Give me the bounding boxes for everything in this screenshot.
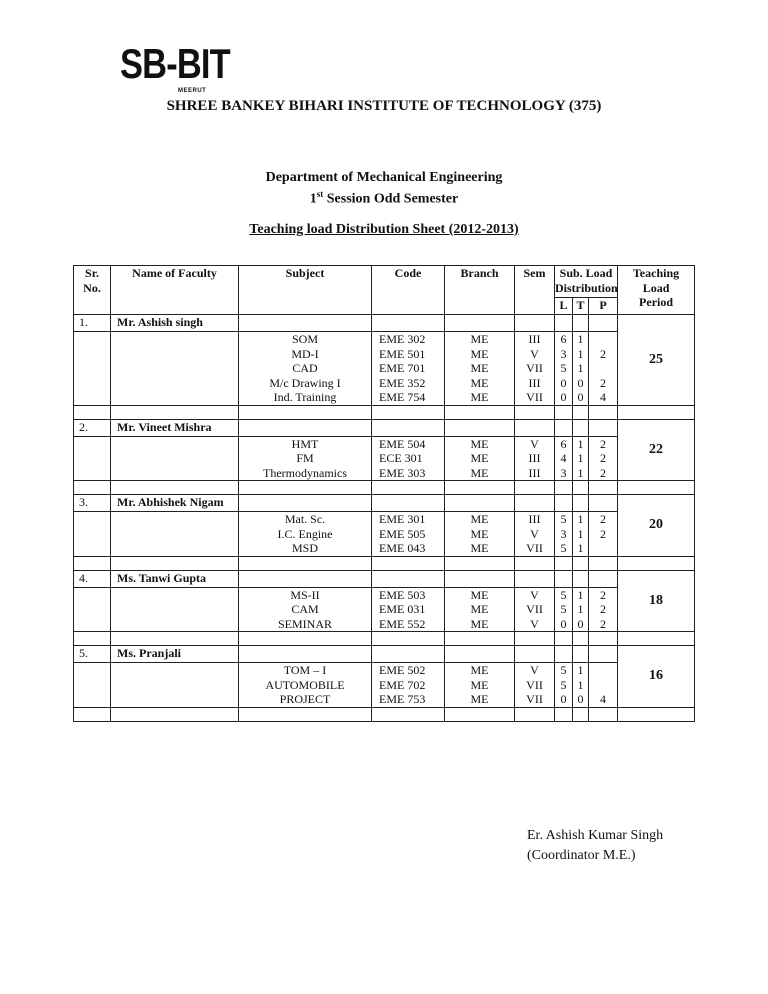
signature-role: (Coordinator M.E.) xyxy=(527,848,636,863)
header-sub-load: Sub. Load Distribution xyxy=(555,266,618,298)
P-cell: 2 2 2 xyxy=(589,587,618,632)
institute-name: SHREE BANKEY BIHARI INSTITUTE OF TECHNOLOGY (375) xyxy=(166,98,602,114)
faculty-detail-row xyxy=(74,587,695,632)
subjects-cell: MS-II CAM SEMINAR xyxy=(239,587,372,632)
spacer-row xyxy=(74,481,695,495)
sr-cell: 4. xyxy=(74,570,111,587)
faculty-name-row xyxy=(74,570,695,587)
header-subject: Subject xyxy=(239,266,372,315)
faculty-name: Mr. Abhishek Nigam xyxy=(111,495,239,512)
header-name: Name of Faculty xyxy=(111,266,239,315)
L-cell: 5 3 5 xyxy=(555,512,573,557)
logo-text: SB-BIT xyxy=(120,40,230,87)
L-cell: 6 4 3 xyxy=(555,436,573,481)
codes-cell: EME 302 EME 501 EME 701 EME 352 EME 754 xyxy=(372,332,445,406)
branches-cell: ME ME ME xyxy=(445,587,515,632)
subjects-cell: Mat. Sc. I.C. Engine MSD xyxy=(239,512,372,557)
T-cell: 1 1 0 xyxy=(573,587,589,632)
teaching-load-value: 25 xyxy=(618,315,695,406)
P-cell: 2 2 2 xyxy=(589,436,618,481)
subjects-cell: HMT FM Thermodynamics xyxy=(239,436,372,481)
P-cell: 4 xyxy=(589,663,618,708)
signature-name: Er. Ashish Kumar Singh xyxy=(527,828,664,843)
spacer-row xyxy=(74,556,695,570)
sems-cell: V VII V xyxy=(515,587,555,632)
department-name: Department of Mechanical Engineering xyxy=(265,170,503,185)
header-sem: Sem xyxy=(515,266,555,315)
sems-cell: III V VII xyxy=(515,512,555,557)
sr-cell: 2. xyxy=(74,419,111,436)
session-line: 1st Session Odd Semester xyxy=(309,189,459,207)
sr-cell: 1. xyxy=(74,315,111,332)
teaching-load-value: 22 xyxy=(618,419,695,481)
faculty-name-row xyxy=(74,315,695,332)
header-teaching-load: Teaching Load Period xyxy=(618,266,695,315)
sems-cell: III V VII III VII xyxy=(515,332,555,406)
P-cell: 2 2 4 xyxy=(589,332,618,406)
sems-cell: V III III xyxy=(515,436,555,481)
header-sr: Sr. No. xyxy=(74,266,111,315)
header-branch: Branch xyxy=(445,266,515,315)
branches-cell: ME ME ME xyxy=(445,436,515,481)
teaching-load-table xyxy=(73,265,695,722)
spacer-row xyxy=(74,707,695,721)
faculty-detail-row xyxy=(74,436,695,481)
codes-cell: EME 504 ECE 301 EME 303 xyxy=(372,436,445,481)
sems-cell: V VII VII xyxy=(515,663,555,708)
header-p: P xyxy=(589,298,618,315)
header-code: Code xyxy=(372,266,445,315)
department-block xyxy=(0,170,768,208)
faculty-name-row xyxy=(74,646,695,663)
faculty-name: Mr. Vineet Mishra xyxy=(111,419,239,436)
P-cell: 2 2 xyxy=(589,512,618,557)
spacer-row xyxy=(74,632,695,646)
faculty-detail-row xyxy=(74,512,695,557)
codes-cell: EME 502 EME 702 EME 753 xyxy=(372,663,445,708)
faculty-detail-row xyxy=(74,332,695,406)
spacer-row xyxy=(74,405,695,419)
header-t: T xyxy=(573,298,589,315)
L-cell: 5 5 0 xyxy=(555,587,573,632)
faculty-detail-row xyxy=(74,663,695,708)
table-header-row xyxy=(74,266,695,298)
branches-cell: ME ME ME xyxy=(445,512,515,557)
teaching-load-value: 20 xyxy=(618,495,695,557)
teaching-load-value: 16 xyxy=(618,646,695,708)
header-l: L xyxy=(555,298,573,315)
institute-logo xyxy=(120,40,254,94)
faculty-name-row xyxy=(74,495,695,512)
T-cell: 1 1 1 xyxy=(573,512,589,557)
sr-cell: 3. xyxy=(74,495,111,512)
T-cell: 1 1 1 xyxy=(573,436,589,481)
sr-cell: 5. xyxy=(74,646,111,663)
branches-cell: ME ME ME ME ME xyxy=(445,332,515,406)
faculty-name: Ms. Tanwi Gupta xyxy=(111,570,239,587)
subjects-cell: SOM MD-I CAD M/c Drawing I Ind. Training xyxy=(239,332,372,406)
sheet-title: Teaching load Distribution Sheet (2012-2013) xyxy=(249,222,519,237)
logo-subtext: MEERUT xyxy=(178,88,207,94)
codes-cell: EME 503 EME 031 EME 552 xyxy=(372,587,445,632)
teaching-load-value: 18 xyxy=(618,570,695,632)
signature-block xyxy=(527,826,663,866)
faculty-name: Mr. Ashish singh xyxy=(111,315,239,332)
L-cell: 5 5 0 xyxy=(555,663,573,708)
T-cell: 1 1 1 0 0 xyxy=(573,332,589,406)
faculty-name-row xyxy=(74,419,695,436)
subjects-cell: TOM – I AUTOMOBILE PROJECT xyxy=(239,663,372,708)
codes-cell: EME 301 EME 505 EME 043 xyxy=(372,512,445,557)
L-cell: 6 3 5 0 0 xyxy=(555,332,573,406)
faculty-name: Ms. Pranjali xyxy=(111,646,239,663)
T-cell: 1 1 0 xyxy=(573,663,589,708)
branches-cell: ME ME ME xyxy=(445,663,515,708)
